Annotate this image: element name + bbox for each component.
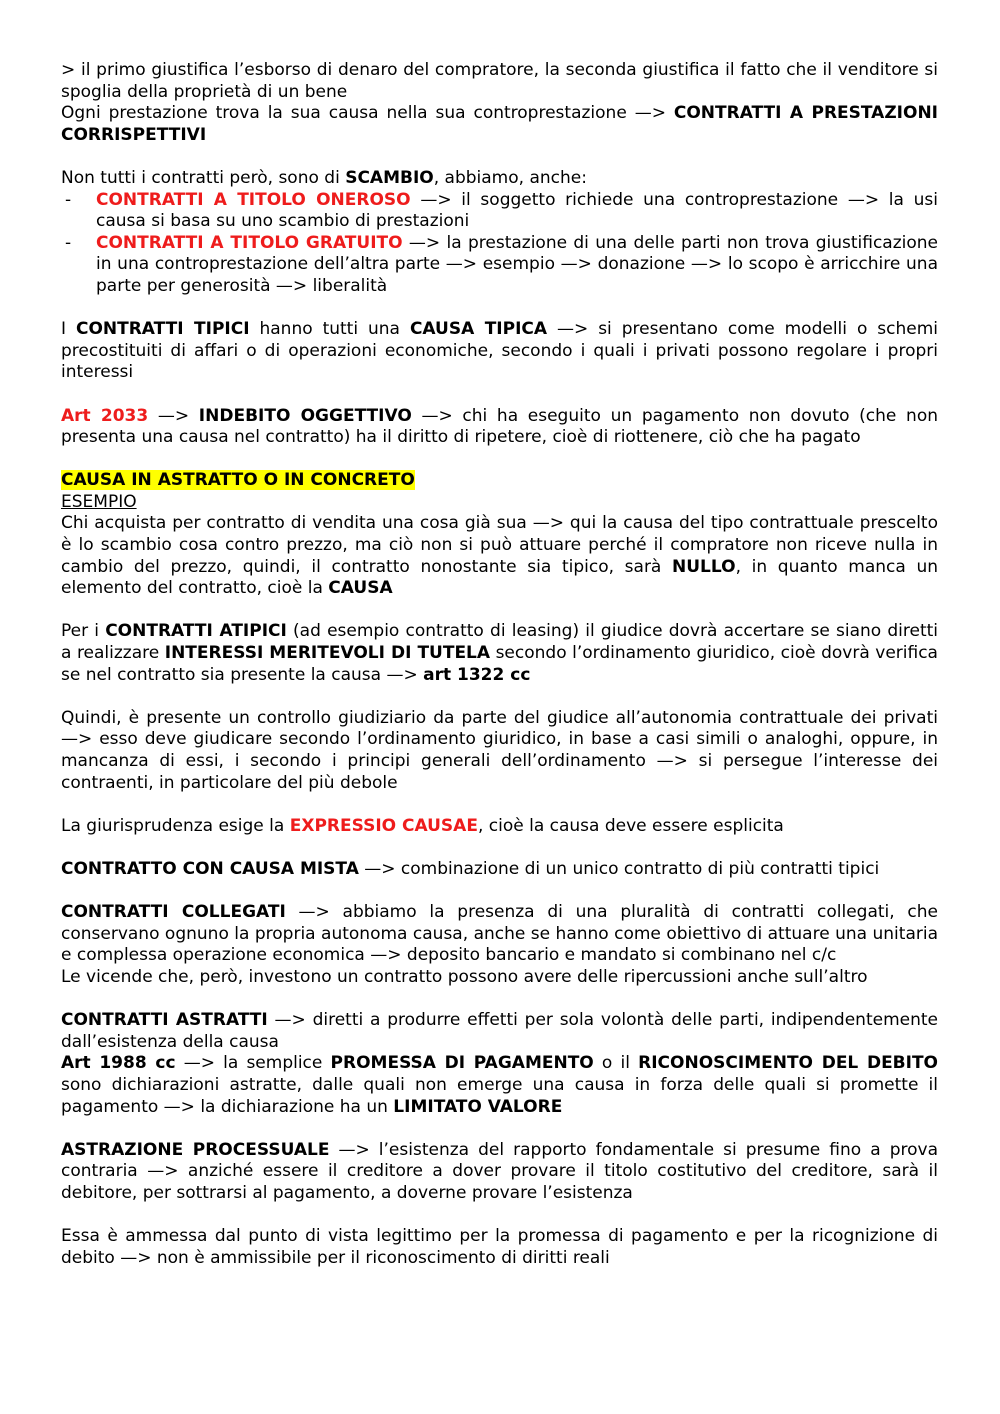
document-page — [61, 60, 938, 1269]
section-subheading — [61, 492, 938, 514]
article-reference: art 1322 cc — [423, 664, 531, 685]
list-item: - CONTRATTI A TITOLO ONEROSO —> il soggetto richiede una controprestazione —> la usi causa si basa su uno scambio di prestazioni — [65, 189, 938, 232]
term-causa-tipica: CAUSA TIPICA — [409, 319, 548, 340]
spacer — [61, 1118, 938, 1140]
term-indebito-oggettivo: INDEBITO OGGETTIVO — [198, 405, 412, 426]
term-promessa-pagamento: PROMESSA DI PAGAMENTO — [330, 1053, 594, 1074]
section-heading — [61, 470, 938, 492]
paragraph-ammissibilita: Essa è ammessa dal punto di vista legittimo per la promessa di pagamento e per la ricognizione di debito —> non è ammissibile per il riconoscimento di diritti reali — [61, 1226, 938, 1268]
paragraph-causa-scambio: > il primo giustifica l’esborso di denaro del compratore, la seconda giustifica il fatto che il venditore si spoglia della proprietà di un bene — [61, 60, 938, 102]
paragraph-contratti-collegati: CONTRATTI COLLEGATI —> abbiamo la presenza di una pluralità di contratti collegati, che conservano ognuno la propria autonoma causa, anche se hanno come obiettivo di attuare una unitaria e complessa operazione economica —> deposito bancario e mandato si combinano nel c/c — [61, 902, 938, 966]
term-interessi-meritevoli: INTERESSI MERITEVOLI DI TUTELA — [164, 643, 491, 664]
spacer — [61, 686, 938, 708]
term-limitato-valore: LIMITATO VALORE — [393, 1096, 563, 1117]
paragraph-contratti-atipici: Per i CONTRATTI ATIPICI (ad esempio contratto di leasing) il giudice dovrà accertare se siano diretti a realizzare INTERESSI MERITEVOLI DI TUTELA secondo l’ordinamento giuridico, cioè dovrà verifica se nel contratto sia presente la causa —> art 1322 cc — [61, 621, 938, 685]
paragraph-controprestazione: Ogni prestazione trova la sua causa nella sua controprestazione —> CONTRATTI A PRESTAZIONI CORRISPETTIVI — [61, 103, 938, 145]
paragraph-contratti-astratti: CONTRATTI ASTRATTI —> diretti a produrre effetti per sola volontà delle parti, indipendentemente dall’esistenza della causa — [61, 1010, 938, 1052]
paragraph-esempio: Chi acquista per contratto di vendita una cosa già sua —> qui la causa del tipo contrattuale prescelto è lo scambio cosa contro prezzo, ma ciò non si può attuare perché il compratore non riceve nulla in cambio del prezzo, quindi, il contratto nonostante sia tipico, sarà NULLO, in quanto manca un elemento del contratto, cioè la CAUSA — [61, 513, 938, 599]
paragraph-scambio: Non tutti i contratti però, sono di SCAMBIO, abbiamo, anche: — [61, 167, 587, 188]
term-scambio: SCAMBIO — [345, 167, 434, 188]
paragraph-expressio-causae: La giurisprudenza esige la EXPRESSIO CAUSAE, cioè la causa deve essere esplicita — [61, 815, 784, 836]
term-titolo-oneroso: CONTRATTI A TITOLO ONEROSO — [96, 189, 411, 210]
paragraph-indebito-oggettivo: Art 2033 —> INDEBITO OGGETTIVO —> chi ha eseguito un pagamento non dovuto (che non presenta una causa nel contratto) ha il diritto di ripetere, cioè di riottenere, ciò che ha pagato — [61, 405, 939, 448]
paragraph-astrazione-processuale: ASTRAZIONE PROCESSUALE —> l’esistenza del rapporto fondamentale si presume fino a prova contraria —> anziché essere il creditore a dover provare il titolo costitutivo del creditore, sarà il debitore, per sottrarsi al pagamento, a doverne provare l’esistenza — [61, 1139, 938, 1203]
term-expressio-causae: EXPRESSIO CAUSAE — [289, 815, 478, 836]
paragraph-causa-mista: CONTRATTO CON CAUSA MISTA —> combinazione di un unico contratto di più contratti tipici — [61, 858, 880, 879]
paragraph-vicende: Le vicende che, però, investono un contratto possono avere delle ripercussioni anche sull’altro — [61, 966, 868, 987]
paragraph-art-1988: Art 1988 cc —> la semplice PROMESSA DI PAGAMENTO o il RICONOSCIMENTO DEL DEBITO sono dichiarazioni astratte, dalle quali non emerge una causa in forza delle quali si promette il pagamento —> la dichiarazione ha un LIMITATO VALORE — [61, 1053, 939, 1117]
term-causa-mista: CONTRATTO CON CAUSA MISTA — [61, 858, 359, 879]
dash-bullet: - — [65, 189, 72, 210]
spacer — [61, 298, 938, 320]
spacer — [61, 881, 938, 903]
paragraph-contratti-tipici: I CONTRATTI TIPICI hanno tutti una CAUSA TIPICA —> si presentano come modelli o schemi precostituiti di affari o di operazioni economiche, secondo i quali i privati possono regolare i propri interessi — [61, 319, 939, 383]
article-reference: Art 1988 cc — [61, 1053, 176, 1074]
spacer — [61, 146, 938, 168]
paragraph-controllo-giudiziario: Quindi, è presente un controllo giudiziario da parte del giudice all’autonomia contrattuale dei privati —> esso deve giudicare secondo l’ordinamento giuridico, in base a casi simili o analoghi, oppure, in mancanza di essi, i secondo i principi generali dell’ordinamento —> si persegue l’interesse dei contraenti, in particolare del più debole — [61, 707, 938, 793]
term-contratti-atipici: CONTRATTI ATIPICI — [105, 621, 287, 642]
article-reference: Art 2033 — [61, 405, 149, 426]
spacer — [61, 794, 938, 816]
term-causa: CAUSA — [328, 578, 393, 599]
underlined-label: ESEMPIO — [61, 491, 137, 512]
term-contratti-prestazioni-corrispettivi: CONTRATTI A PRESTAZIONI CORRISPETTIVI — [61, 103, 938, 145]
term-contratti-tipici: CONTRATTI TIPICI — [75, 319, 250, 340]
term-astrazione-processuale: ASTRAZIONE PROCESSUALE — [61, 1139, 330, 1160]
term-riconoscimento-debito: RICONOSCIMENTO DEL DEBITO — [638, 1053, 939, 1074]
spacer — [61, 837, 938, 859]
spacer — [61, 600, 938, 622]
term-titolo-gratuito: CONTRATTI A TITOLO GRATUITO — [96, 232, 403, 253]
spacer — [61, 1204, 938, 1226]
highlighted-heading: CAUSA IN ASTRATTO O IN CONCRETO — [61, 470, 415, 491]
contract-types-list — [61, 190, 938, 298]
term-contratti-collegati: CONTRATTI COLLEGATI — [61, 902, 286, 923]
spacer — [61, 989, 938, 1011]
dash-bullet: - — [65, 232, 72, 253]
term-contratti-astratti: CONTRATTI ASTRATTI — [61, 1010, 268, 1031]
spacer — [61, 449, 938, 471]
term-nullo: NULLO — [672, 556, 736, 577]
spacer — [61, 384, 938, 406]
list-item: - CONTRATTI A TITOLO GRATUITO —> la prestazione di una delle parti non trova giustificazione in una controprestazione dell’altra parte —> esempio —> donazione —> lo scopo è arricchire una parte per generosità —> liberalità — [65, 232, 938, 296]
